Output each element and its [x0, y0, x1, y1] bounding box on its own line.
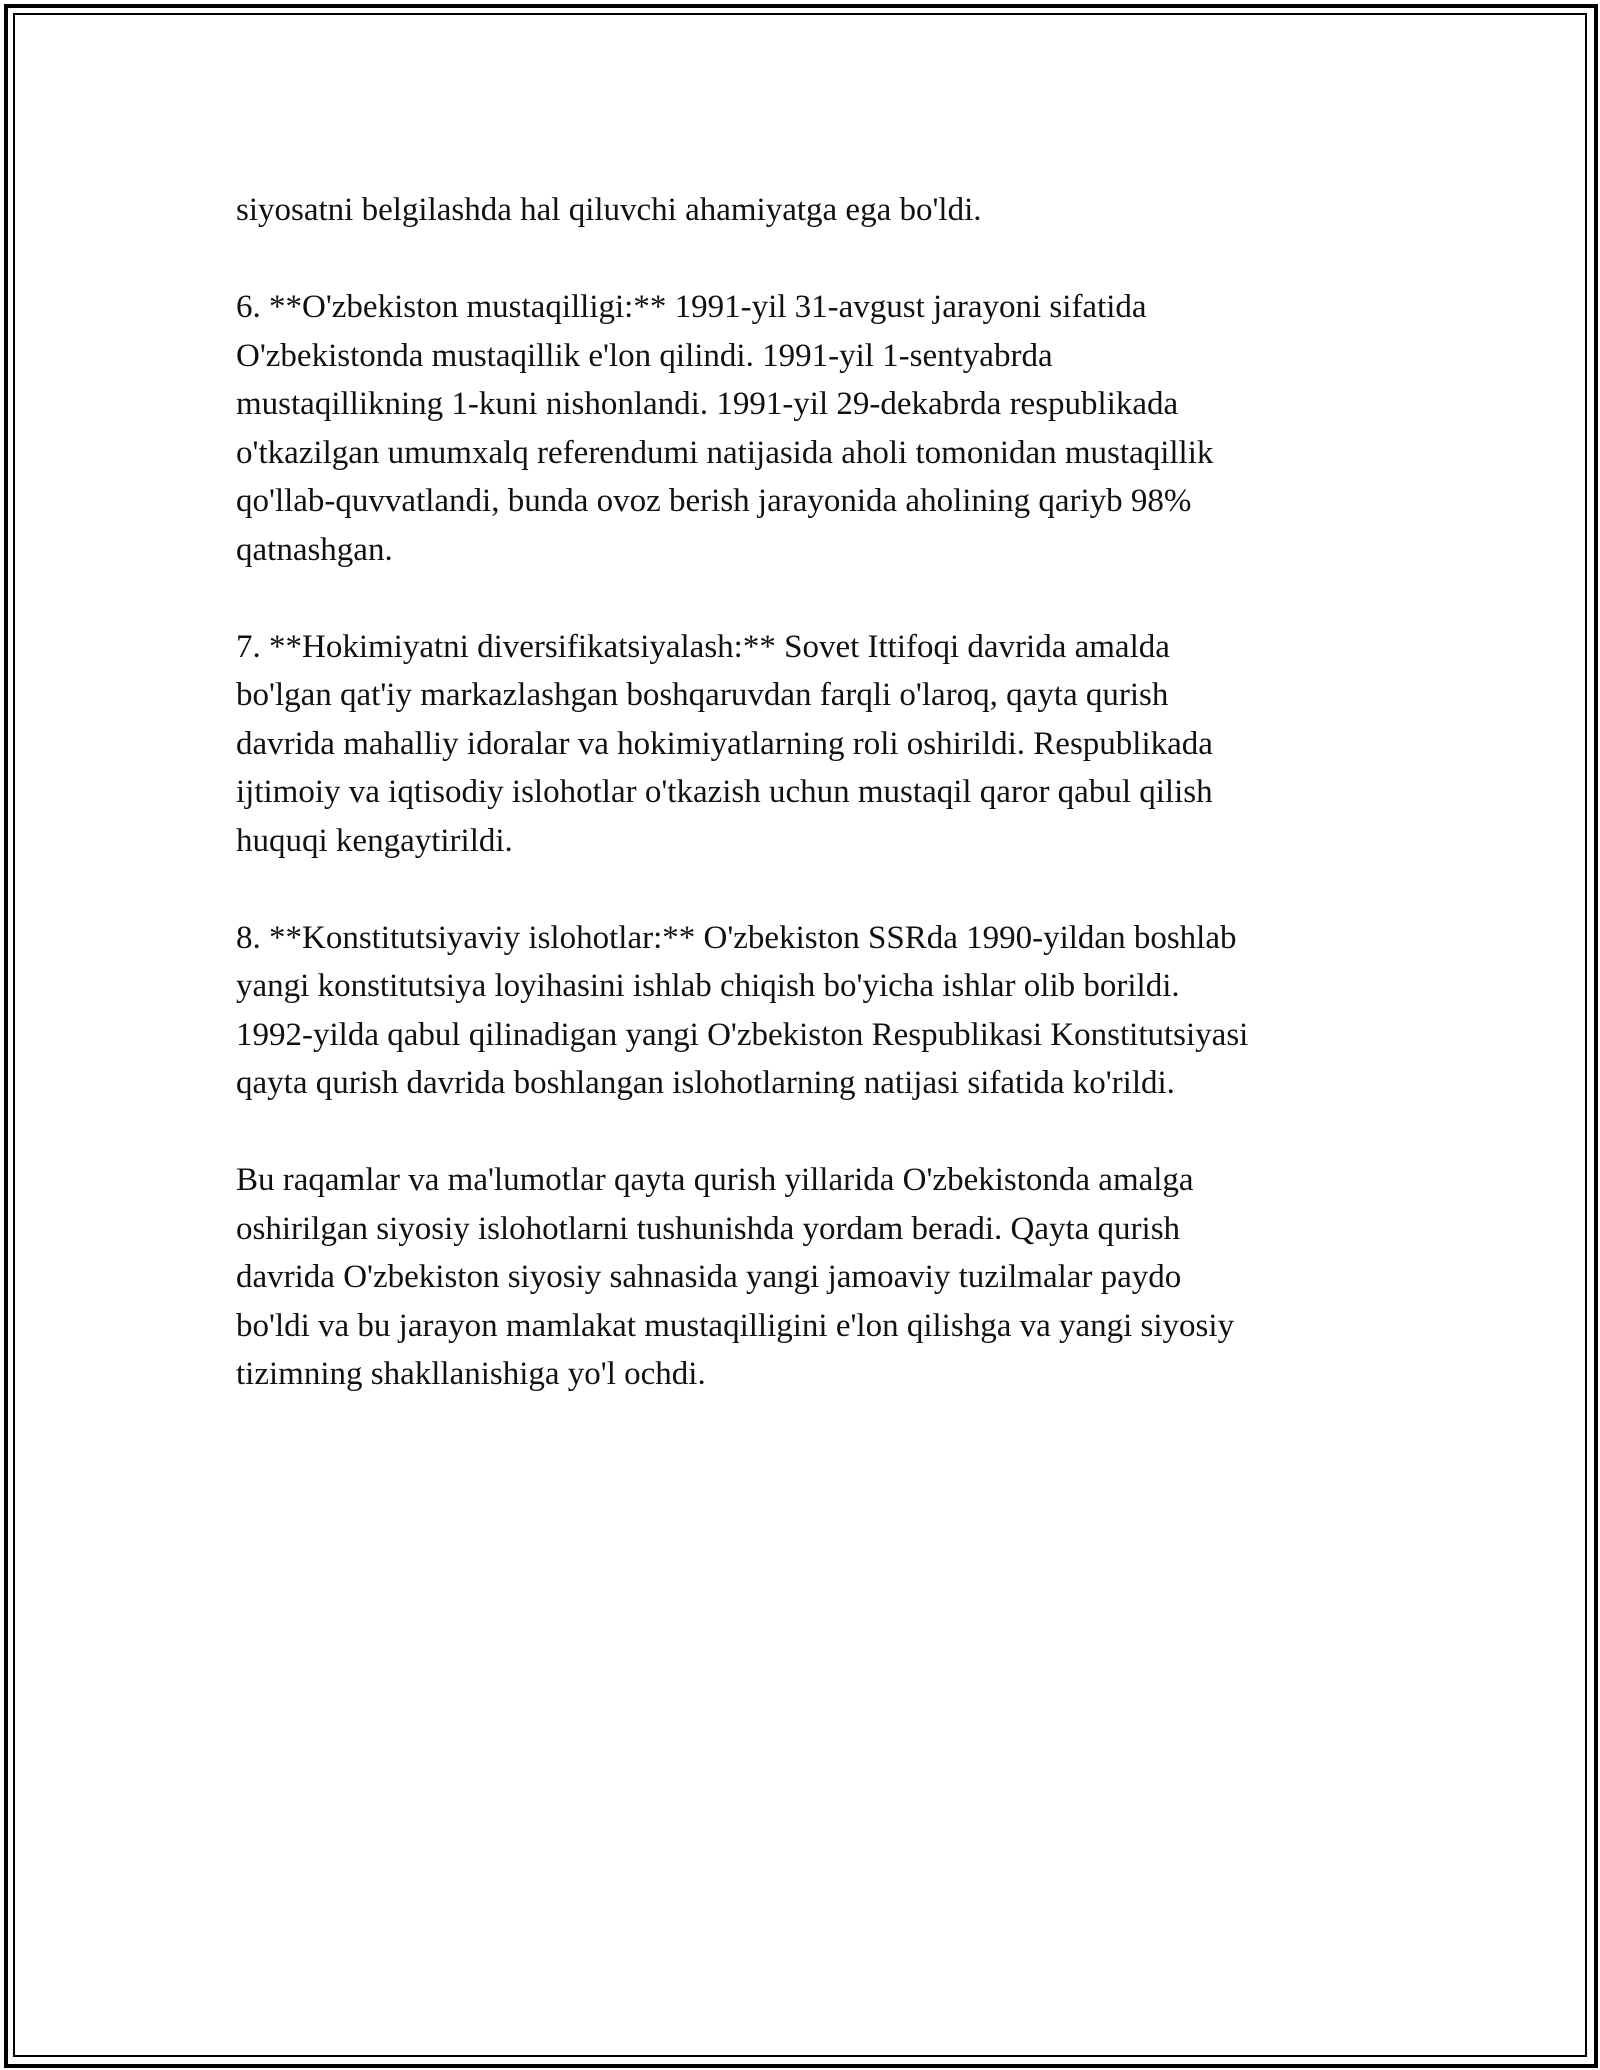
- paragraph-item-6: 6. **O'zbekiston mustaqilligi:** 1991-yil 31-avgust jarayoni sifatida O'zbekistonda mustaqillik e'lon qilindi. 1991-yil 1-sentyabrda mustaqillikning 1-kuni nishonlandi. 1991-yil 29-dekabrda respublikada o'tkazilgan umumxalq referendumi natijasida aholi tomonidan mustaqillik qo'llab-quvvatlandi, bunda ovoz berish jarayonida aholining qariyb 98% qatnashgan.: [236, 289, 1214, 568]
- document-body: [236, 186, 1366, 1447]
- paragraph-continuation: siyosatni belgilashda hal qiluvchi ahamiyatga ega bo'ldi.: [236, 192, 982, 228]
- paragraph-item-7: 7. **Hokimiyatni diversifikatsiyalash:** Sovet Ittifoqi davrida amalda bo'lgan qat'iy markazlashgan boshqaruvdan farqli o'laroq, qayta qurish davrida mahalliy idoralar va hokimiyatlarning roli oshirildi. Respublikada ijtimoiy va iqtisodiy islohotlar o'tkazish uchun mustaqil qaror qabul qilish huquqi kengaytirildi.: [236, 628, 1213, 859]
- paragraph-conclusion: Bu raqamlar va ma'lumotlar qayta qurish yillarida O'zbekistonda amalga oshirilgan siyosiy islohotlarni tushunishda yordam beradi. Qayta qurish davrida O'zbekiston siyosiy sahnasida yangi jamoaviy tuzilmalar paydo bo'ldi va bu jarayon mamlakat mustaqilligini e'lon qilishga va yangi siyosiy tizimning shakllanishiga yo'l ochdi.: [236, 1162, 1235, 1392]
- paragraph-item-8: 8. **Konstitutsiyaviy islohotlar:** O'zbekiston SSRda 1990-yildan boshlab yangi konstitutsiya loyihasini ishlab chiqish bo'yicha ishlar olib borildi. 1992-yilda qabul qilinadigan yangi O'zbekiston Respublikasi Konstitutsiyasi qayta qurish davrida boshlangan islohotlarning natijasi sifatida ko'rildi.: [236, 919, 1249, 1101]
